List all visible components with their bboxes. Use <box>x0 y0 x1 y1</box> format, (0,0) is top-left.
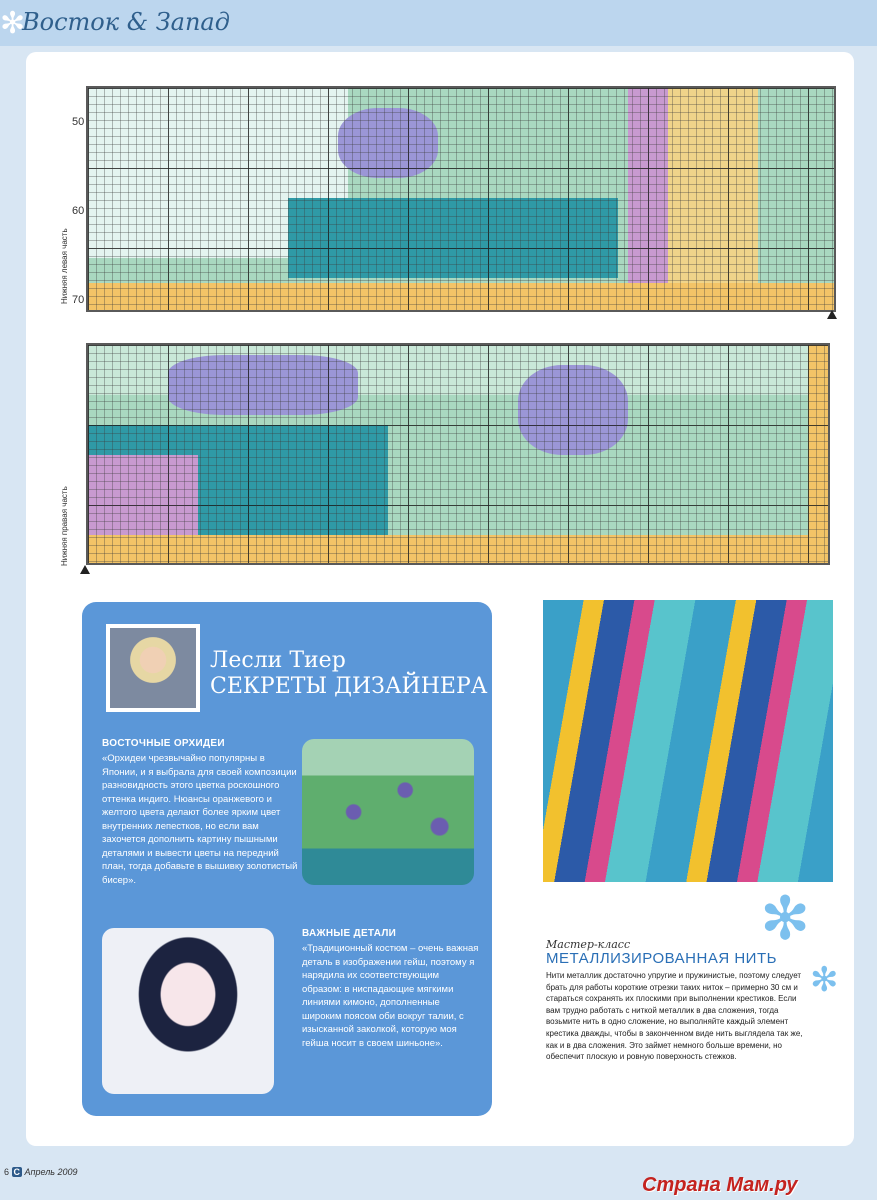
snowflake-icon: ✻ <box>0 7 26 40</box>
brand-icon: C <box>13 1167 21 1177</box>
row-label-60: 60 <box>72 205 85 217</box>
designer-photo <box>106 624 200 712</box>
section-heading-details: ВАЖНЫЕ ДЕТАЛИ <box>302 928 397 939</box>
issue-date: Апрель 2009 <box>24 1167 78 1177</box>
orchids-text: «Орхидеи чрезвычайно популярны в Японии, и я выбрала для своей композиции разновидность этого цветка роскошного оттенка индиго. Нюансы оранжевого и желтого цвета делают более ярким цвет внутренних лепестков, но если вам захочется дополнить картину пышными деталями и вывести цветы на передний план, тогда добавьте в вышивку золотистый бисер». <box>102 753 298 886</box>
section-heading-orchids: ВОСТОЧНЫЕ ОРХИДЕИ <box>102 738 225 749</box>
masterclass-text: Нити металлик достаточно упругие и пружинистые, поэтому следует брать для работы короткие отрезки таких ниток – примерно 30 см и стараться сохранять их плоскими при выполнении крестиков. Если вам трудно работать с ниткой металлик в два сложения, тогда возьмите нить в одно сложение, но выполняйте каждый элемент крестика дважды, чтобы в законченном виде нить выглядела так же, как и в два сложения. Это займет немного больше времени, но обеспечит плоскую и ровную поверхность стежков. <box>546 971 803 1062</box>
chart-grid <box>88 88 834 310</box>
page-number: 6 <box>4 1167 10 1177</box>
chart-marker-icon <box>827 310 837 319</box>
masterclass-tag: Мастер-класс <box>546 938 631 951</box>
chart-lower-left <box>86 86 836 312</box>
chart-top-side-label: Нижняя левая часть <box>60 228 69 304</box>
snowflake-icon: ✻ <box>810 961 839 999</box>
masterclass-title: МЕТАЛЛИЗИРОВАННАЯ НИТЬ <box>546 950 777 967</box>
chart-lower-right <box>86 343 830 565</box>
site-watermark: Страна Мам.ру <box>642 1174 798 1196</box>
designer-secrets-box <box>82 602 492 1116</box>
masterclass-block <box>520 885 839 1150</box>
chart-marker-icon <box>80 565 90 574</box>
geisha-stitch-photo <box>102 928 274 1094</box>
page-footer <box>4 1167 78 1177</box>
chart-bottom-side-label: Нижняя правая часть <box>60 486 69 566</box>
designer-heading <box>210 648 487 700</box>
designer-section-title: СЕКРЕТЫ ДИЗАЙНЕРА <box>210 674 488 699</box>
kimono-stitch-photo <box>543 600 833 882</box>
designer-name: Лесли Тиер <box>210 648 346 673</box>
row-label-70: 70 <box>72 294 85 306</box>
chart-grid <box>88 345 828 563</box>
snowflake-icon: ✻ <box>760 885 811 952</box>
row-label-50: 50 <box>72 116 85 128</box>
details-text: «Традиционный костюм – очень важная деталь в изображении гейш, поэтому я нарядила их соответствующим образом: в ниспадающие мягкими линиями кимоно, дополненные широким поясом оби вокруг талии, с изысканной заколкой, которую моя гейша носит в своем шиньоне». <box>302 943 479 1049</box>
header-bar <box>0 0 877 46</box>
magazine-logo: Восток & Запад <box>22 8 230 36</box>
irises-stitch-photo <box>302 739 474 885</box>
